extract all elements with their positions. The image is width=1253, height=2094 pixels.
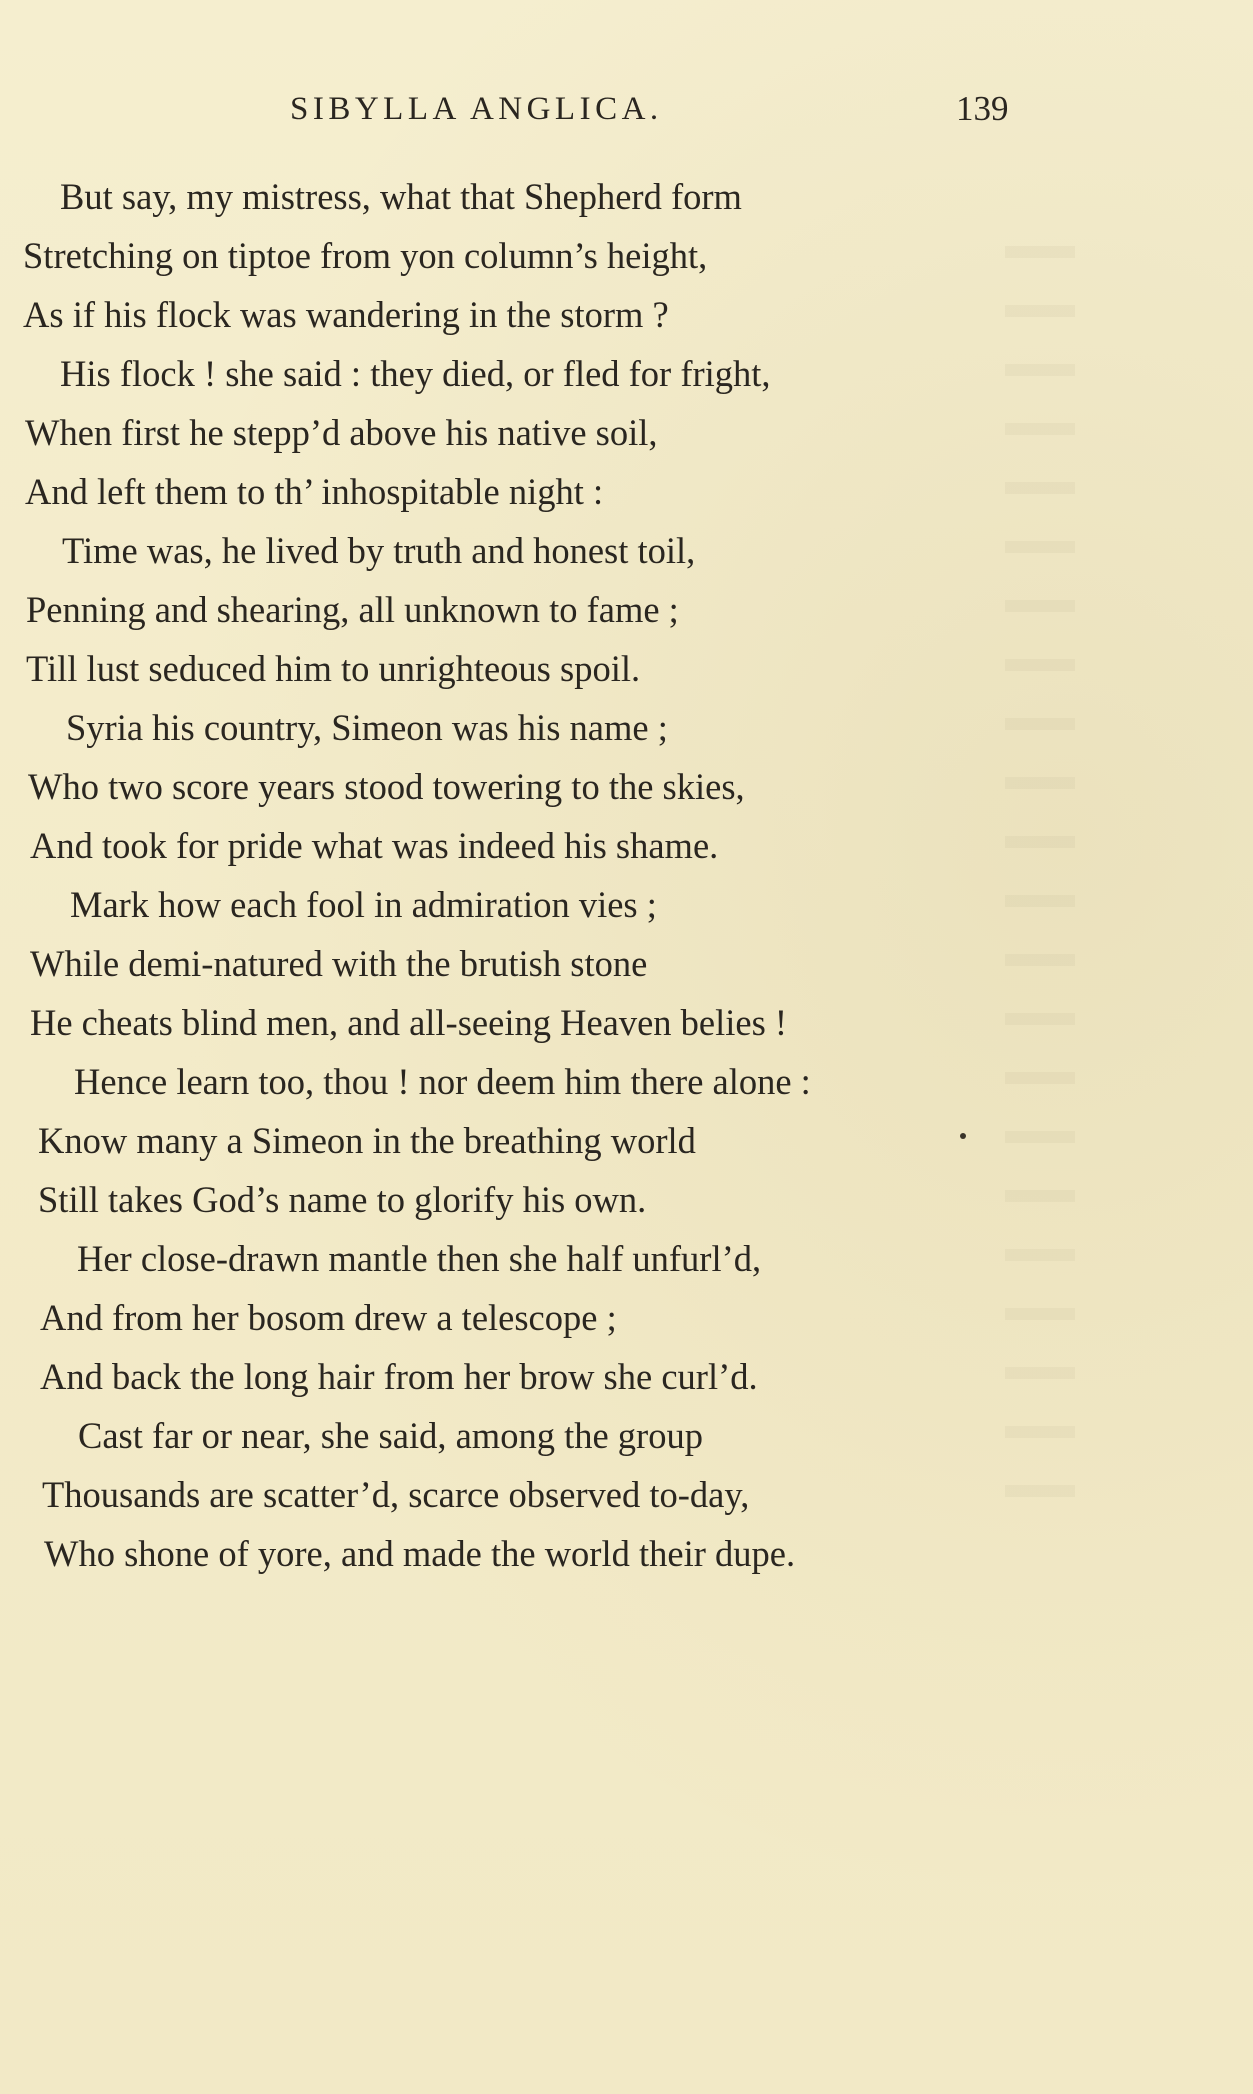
poem-line: Who two score years stood towering to the skies, <box>28 766 745 807</box>
running-title: SIBYLLA ANGLICA. <box>290 91 663 127</box>
poem-line: Who shone of yore, and made the world their dupe. <box>44 1533 796 1574</box>
poem-line: Mark how each fool in admiration vies ; <box>70 884 657 925</box>
page-number: 139 <box>956 89 1009 128</box>
poem-line: While demi-natured with the brutish stone <box>30 943 648 984</box>
poem-line: Time was, he lived by truth and honest toil, <box>62 530 696 571</box>
poem-line: Cast far or near, she said, among the group <box>78 1415 703 1456</box>
poem-line: Thousands are scatter’d, scarce observed to-day, <box>42 1474 750 1515</box>
show-through-text <box>1005 210 1075 1510</box>
poem-line: Stretching on tiptoe from yon column’s height, <box>23 235 708 276</box>
poem-line: He cheats blind men, and all-seeing Heaven belies ! <box>30 1002 788 1043</box>
poem-line: And took for pride what was indeed his shame. <box>30 825 719 866</box>
poem-line: When first he stepp’d above his native soil, <box>25 412 658 453</box>
poem-line: Penning and shearing, all unknown to fame ; <box>26 589 679 630</box>
poem-line: Hence learn too, thou ! nor deem him there alone : <box>74 1061 811 1102</box>
page-header <box>0 84 1253 134</box>
poem-line: Her close-drawn mantle then she half unfurl’d, <box>77 1238 762 1279</box>
poem-line: And left them to th’ inhospitable night : <box>25 471 604 512</box>
poem-line: Know many a Simeon in the breathing world <box>38 1120 696 1161</box>
poem-line: Syria his country, Simeon was his name ; <box>66 707 668 748</box>
ink-speck <box>960 1133 966 1139</box>
poem-line: And back the long hair from her brow she curl’d. <box>40 1356 758 1397</box>
poem-line: But say, my mistress, what that Shepherd form <box>60 176 742 217</box>
poem-line: And from her bosom drew a telescope ; <box>40 1297 617 1338</box>
poem-line: As if his flock was wandering in the storm ? <box>23 294 669 335</box>
poem-line: Till lust seduced him to unrighteous spoil. <box>26 648 641 689</box>
poem-line: Still takes God’s name to glorify his own. <box>38 1179 647 1220</box>
poem-line: His flock ! she said : they died, or fled for fright, <box>60 353 771 394</box>
